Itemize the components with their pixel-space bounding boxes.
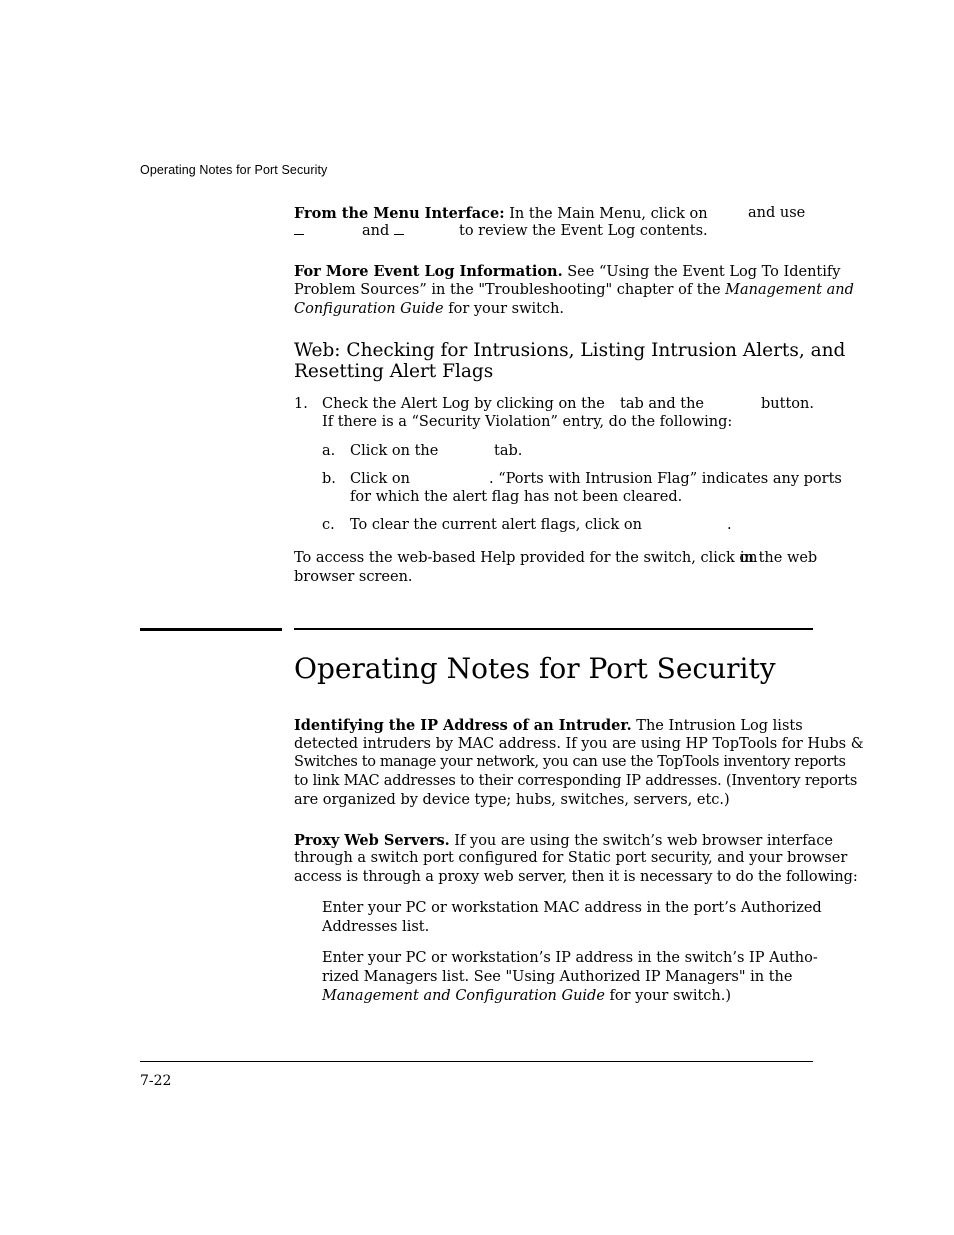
intruder-text-1: The Intrusion Log lists: [636, 718, 803, 734]
section-rule-left: [140, 628, 282, 631]
menu-interface-text-2a: and: [362, 223, 390, 239]
menu-interface-text-1b: and use: [748, 205, 806, 221]
proxy-text-2: through a switch port configured for Static port security, and your browser: [294, 850, 848, 866]
section-title: Operating Notes for Port Security: [294, 652, 776, 685]
running-header: Operating Notes for Port Security: [140, 163, 328, 177]
event-log-info-text-1: See “Using the Event Log To Identify: [567, 264, 841, 280]
intruder-text-2: detected intruders by MAC address. If you are using HP TopTools for Hubs &: [294, 736, 864, 752]
guide-title: Configuration Guide: [294, 301, 444, 317]
footer-rule: [140, 1061, 813, 1062]
substep-b-label: b.: [322, 471, 336, 487]
underscore-mark: [294, 222, 304, 235]
step-number: 1.: [294, 396, 308, 412]
proxy-text-1: If you are using the switch’s web browser interface: [454, 833, 833, 849]
proxy-bullet-2-line-2: rized Managers list. See "Using Authorized IP Managers" in the: [322, 969, 793, 985]
substep-c-label: c.: [322, 517, 335, 533]
event-log-info-label: For More Event Log Information.: [294, 263, 563, 280]
step-1-text-c: button.: [761, 396, 814, 412]
proxy-text-3: access is through a proxy web server, then it is necessary to do the following:: [294, 869, 858, 885]
event-log-info-text-2: Problem Sources” in the "Troubleshooting" chapter of the: [294, 282, 721, 298]
step-1-text-2: If there is a “Security Violation” entry, do the following:: [322, 414, 733, 430]
page-number: 7-22: [140, 1073, 172, 1089]
substep-a-text-1: Click on the: [350, 443, 439, 459]
guide-title: Management and Configuration Guide: [322, 988, 605, 1004]
intruder-text-5: are organized by device type; hubs, switches, servers, etc.): [294, 792, 730, 808]
intruder-text-4: to link MAC addresses to their corresponding IP addresses. (Inventory reports: [294, 773, 858, 789]
substep-c-text-2: .: [727, 517, 732, 533]
menu-interface-text-2b: to review the Event Log contents.: [459, 223, 708, 239]
step-1-text-a: Check the Alert Log by clicking on the: [322, 396, 605, 412]
proxy-label: Proxy Web Servers.: [294, 832, 450, 849]
proxy-bullet-1-line-1: Enter your PC or workstation MAC address in the port’s Authorized: [322, 900, 822, 916]
section-rule-right: [294, 628, 813, 630]
intruder-label: Identifying the IP Address of an Intruder.: [294, 717, 632, 734]
proxy-bullet-2-end: for your switch.): [609, 988, 732, 1004]
web-help-text-1a: To access the web-based Help provided for the switch, click on: [294, 550, 758, 566]
web-help-text-1b: in the web: [740, 550, 818, 566]
proxy-bullet-1-line-2: Addresses list.: [322, 919, 430, 935]
guide-title: Management and: [725, 282, 854, 298]
menu-interface-text-1a: In the Main Menu, click on: [509, 206, 708, 222]
web-heading-line-1: Web: Checking for Intrusions, Listing Intrusion Alerts, and: [294, 340, 846, 361]
underscore-mark: [394, 222, 404, 235]
proxy-bullet-2-line-1: Enter your PC or workstation’s IP address in the switch’s IP Autho-: [322, 950, 818, 966]
menu-interface-label: From the Menu Interface:: [294, 205, 505, 222]
intruder-text-3: Switches to manage your network, you can use the TopTools inventory reports: [294, 754, 846, 770]
substep-c-text-1: To clear the current alert flags, click on: [350, 517, 642, 533]
step-1-text-b: tab and the: [620, 396, 704, 412]
substep-a-label: a.: [322, 443, 336, 459]
substep-b-text-1: Click on: [350, 471, 410, 487]
event-log-info-text-3: for your switch.: [448, 301, 565, 317]
substep-a-text-2: tab.: [494, 443, 523, 459]
substep-b-text-3: for which the alert flag has not been cleared.: [350, 489, 683, 505]
substep-b-text-2: . “Ports with Intrusion Flag” indicates any ports: [489, 471, 842, 487]
web-heading-line-2: Resetting Alert Flags: [294, 361, 494, 382]
web-help-text-2: browser screen.: [294, 569, 413, 585]
